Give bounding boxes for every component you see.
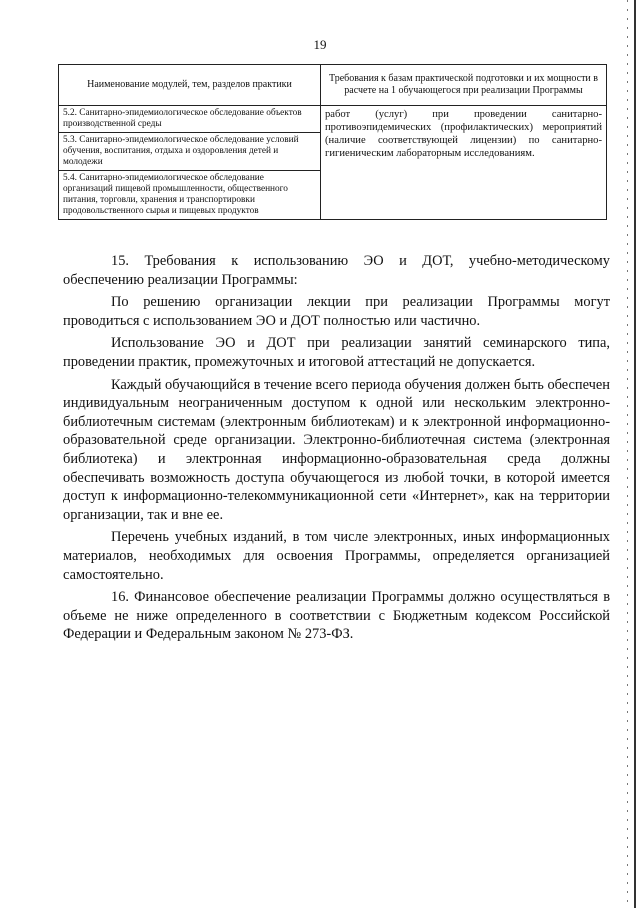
module-cell: 5.2. Санитарно-эпидемиологическое обследование объектов производственной среды	[59, 106, 321, 133]
paragraph: Использование ЭО и ДОТ при реализации занятий семинарского типа, проведении практик, промежуточных и итоговой аттестаций не допускается.	[63, 335, 610, 370]
module-cell: 5.3. Санитарно-эпидемиологическое обследование условий обучения, воспитания, отдыха и оздоровления детей и молодежи	[59, 133, 321, 171]
module-cell: 5.4. Санитарно-эпидемиологическое обследование организаций пищевой промышленности, общественного питания, торговли, хранения и транспортировки продовольственного сырья и пищевых продуктов	[59, 171, 321, 220]
page-number: 19	[313, 37, 327, 52]
paragraph: Перечень учебных изданий, в том числе электронных, иных информационных материалов, необходимых для освоения Программы, определяется организацией самостоятельно.	[63, 529, 610, 583]
paragraph: 15. Требования к использованию ЭО и ДОТ, учебно-методическому обеспечению реализации Программы:	[63, 253, 610, 288]
table-row	[59, 106, 607, 133]
document-body	[63, 252, 610, 648]
practice-requirements-table	[58, 64, 607, 220]
header-modules: Наименование модулей, тем, разделов практики	[59, 65, 321, 106]
paragraph: Каждый обучающийся в течение всего периода обучения должен быть обеспечен индивидуальным неограниченным доступом к одной или нескольким электронно-библиотечным системам (электронным библиотекам) и к электронной информационно-образовательной среде организации. Электронно-библиотечная система (электронная библиотека) и электронная информационно-образовательная среда должны обеспечивать возможность доступа обучающегося из любой точки, в которой имеется доступ к информационно-телекоммуникационной сети «Интернет», как на территории организации, так и вне ее.	[63, 376, 610, 523]
paragraph: По решению организации лекции при реализации Программы могут проводиться с использованием ЭО и ДОТ полностью или частично.	[63, 294, 610, 329]
paragraph: 16. Финансовое обеспечение реализации Программы должно осуществляться в объеме не ниже определенного в соответствии с Бюджетным кодексом Российской Федерации и Федеральным законом № 273-ФЗ.	[63, 589, 610, 643]
table-header-row	[59, 65, 607, 106]
header-requirements: Требования к базам практической подготовки и их мощности в расчете на 1 обучающегося при реализации Программы	[321, 65, 607, 106]
requirement-cell: работ (услуг) при проведении санитарно-противоэпидемических (профилактических) мероприятий (наличие соответствующей лицензии) по санитарно-гигиеническим лабораторным исследованиям.	[321, 106, 607, 220]
scan-edge-line	[634, 0, 636, 908]
scan-edge-dots	[627, 0, 628, 908]
